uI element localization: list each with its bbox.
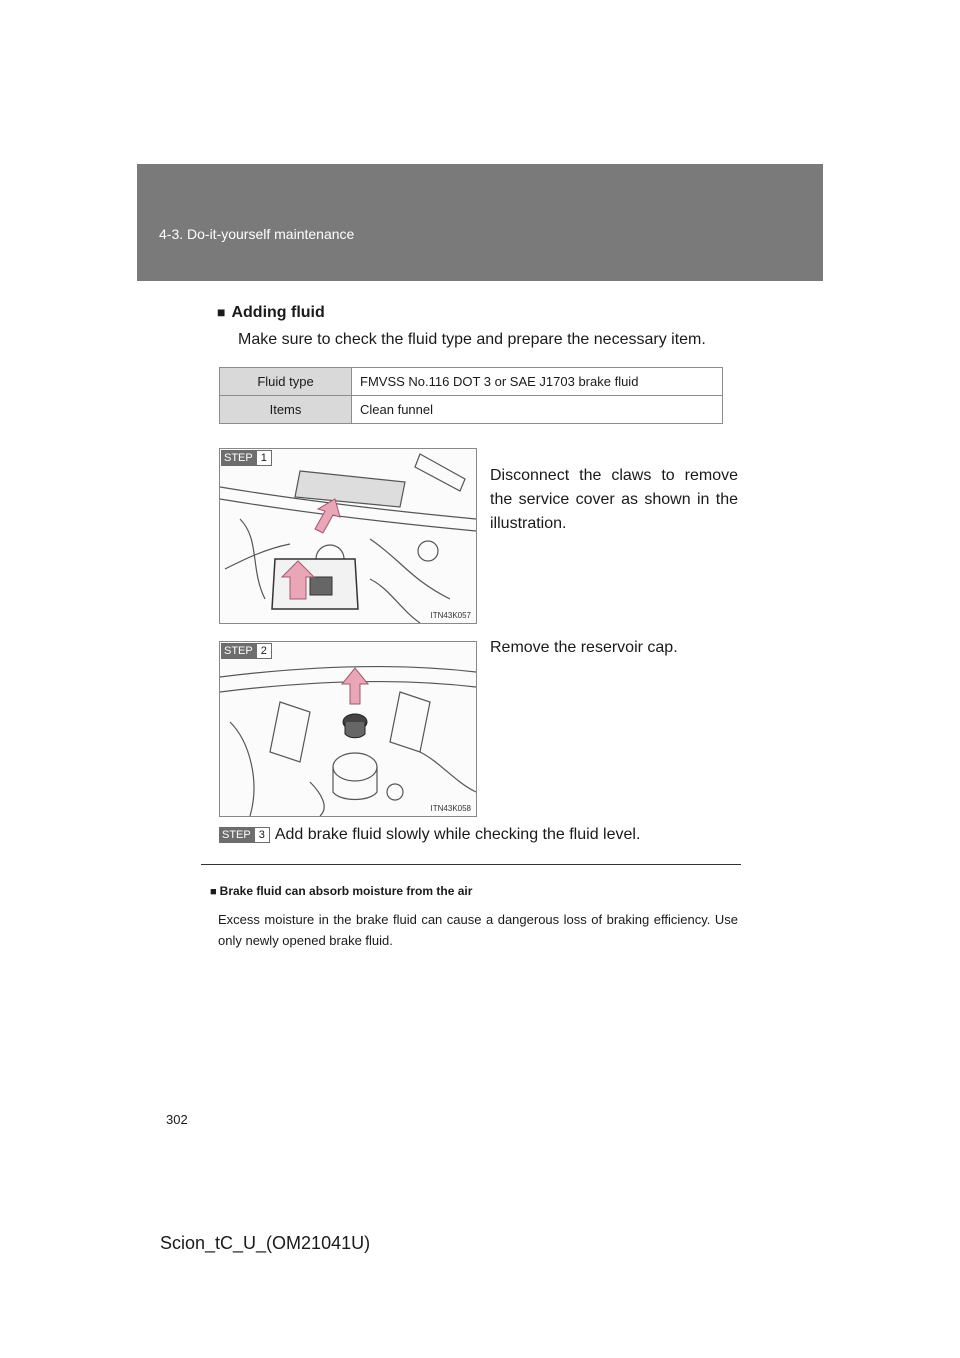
step-3-text: Add brake fluid slowly while checking the fluid level. [274,826,641,843]
service-cover-illustration [220,449,476,623]
step-2-text: Remove the reservoir cap. [490,639,678,656]
table-label-items: Items [220,396,352,424]
table-label-fluid-type: Fluid type [220,368,352,396]
table-row [220,368,723,396]
square-bullet-icon: ■ [210,886,217,898]
table-value-fluid-type: FMVSS No.116 DOT 3 or SAE J1703 brake fluid [352,368,723,396]
figure-step-2 [219,641,477,817]
table-value-items: Clean funnel [352,396,723,424]
reservoir-cap-illustration [220,642,476,816]
step-badge-3: STEP 3 [219,827,270,843]
figure-step-1 [219,448,477,624]
square-bullet-icon: ■ [217,304,226,320]
intro-text: Make sure to check the fluid type and prepare the necessary item. [238,331,706,348]
step-1-text: Disconnect the claws to remove the service cover as shown in the illustration. [490,467,738,532]
section-title: 4-3. Do-it-yourself maintenance [159,226,355,242]
step-badge-1: STEP 1 [221,450,272,466]
heading-adding-fluid [217,304,325,322]
step-badge-2: STEP 2 [221,643,272,659]
page-number: 302 [166,1112,188,1127]
document-id: Scion_tC_U_(OM21041U) [160,1233,371,1253]
divider [201,864,741,865]
note-title [210,884,472,898]
section-header-band [137,164,823,281]
heading-text: Adding fluid [231,304,325,321]
note-title-text: Brake fluid can absorb moisture from the air [219,884,473,898]
figure-code-2: ITN43K058 [430,804,471,813]
figure-code-1: ITN43K057 [430,611,471,620]
note-body: Excess moisture in the brake fluid can cause a dangerous loss of braking efficiency. Use only newly opened brake fluid. [218,912,738,948]
table-row [220,396,723,424]
fluid-spec-table [219,367,723,424]
step-3 [219,826,640,844]
